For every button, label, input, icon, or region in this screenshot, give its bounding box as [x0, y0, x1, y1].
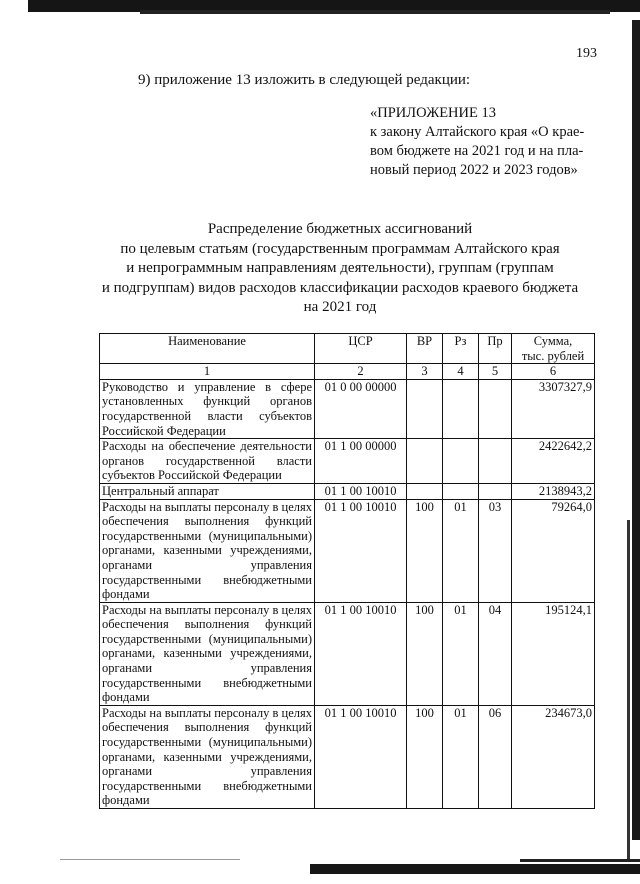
intro-line: 9) приложение 13 изложить в следующей редакции: [138, 72, 471, 88]
table-row [100, 379, 595, 438]
row-pr [479, 439, 512, 484]
row-vr [407, 439, 443, 484]
heading-line: Распределение бюджетных ассигнований [207, 221, 473, 237]
row-rz [443, 439, 479, 484]
row-csr: 01 0 00 00000 [315, 379, 407, 438]
row-amount: 3307327,9 [512, 379, 595, 438]
document-heading [95, 220, 585, 318]
scan-edge-bottom-shadow [520, 859, 640, 862]
table-header-row [100, 334, 595, 364]
index-cell: 1 [100, 364, 315, 380]
header-rz: Рз [443, 334, 479, 364]
row-pr [479, 379, 512, 438]
table-row [100, 439, 595, 484]
scan-edge-right-shadow [627, 520, 630, 860]
row-pr: 04 [479, 602, 512, 705]
row-vr: 100 [407, 499, 443, 602]
column-index-row [100, 364, 595, 380]
row-amount: 195124,1 [512, 602, 595, 705]
page-number: 193 [576, 46, 597, 61]
row-name: Расходы на выплаты персоналу в целях обеспечения выполнения функций государственными (муниципальными) органами, казенными учреждениями, органами управления государственными внебюджетными фондами [100, 705, 315, 808]
row-pr: 03 [479, 499, 512, 602]
row-vr: 100 [407, 705, 443, 808]
row-csr: 01 1 00 10010 [315, 705, 407, 808]
row-name: Расходы на выплаты персоналу в целях обеспечения выполнения функций государственными (муниципальными) органами, казенными учреждениями, органами управления государственными внебюджетными фондами [100, 499, 315, 602]
scan-edge-bottom-line [60, 859, 240, 860]
row-csr: 01 1 00 00000 [315, 439, 407, 484]
index-cell: 3 [407, 364, 443, 380]
row-pr [479, 483, 512, 499]
scan-edge-top-shadow [140, 10, 610, 14]
header-vr: ВР [407, 334, 443, 364]
row-name: Расходы на обеспечение деятельности органов государственной власти субъектов Российской Федерации [100, 439, 315, 484]
scan-edge-bottom [310, 864, 640, 874]
header-amount-line2: тыс. рублей [521, 348, 585, 363]
header-amount-line1: Сумма, [533, 334, 573, 348]
row-amount: 79264,0 [512, 499, 595, 602]
heading-line: на 2021 год [303, 299, 377, 315]
table-row [100, 705, 595, 808]
row-name: Центральный аппарат [100, 483, 315, 499]
row-name: Расходы на выплаты персоналу в целях обеспечения выполнения функций государственными (муниципальными) органами, казенными учреждениями, органами управления государственными внебюджетными фондами [100, 602, 315, 705]
row-rz [443, 483, 479, 499]
heading-line: и подгруппам) видов расходов классификации расходов краевого бюджета [101, 279, 579, 296]
index-cell: 4 [443, 364, 479, 380]
appendix-line: «ПРИЛОЖЕНИЕ 13 [370, 105, 496, 121]
header-name: Наименование [100, 334, 315, 364]
row-csr: 01 1 00 10010 [315, 602, 407, 705]
row-rz: 01 [443, 705, 479, 808]
appendix-line: новый период 2022 и 2023 годов» [370, 162, 578, 178]
row-name: Руководство и управление в сфере установленных функций органов государственной власти субъектов Российской Федерации [100, 379, 315, 438]
index-cell: 2 [315, 364, 407, 380]
row-amount: 234673,0 [512, 705, 595, 808]
row-rz: 01 [443, 602, 479, 705]
table-row [100, 499, 595, 602]
heading-line: и непрограммным направлениям деятельности), группам (группам [126, 260, 554, 276]
budget-allocation-table [99, 333, 595, 809]
scan-edge-right [632, 20, 640, 840]
row-amount: 2138943,2 [512, 483, 595, 499]
row-amount: 2422642,2 [512, 439, 595, 484]
appendix-block [370, 104, 602, 180]
header-amount [512, 334, 595, 364]
appendix-line: вом бюджете на 2021 год и на пла- [370, 143, 584, 159]
index-cell: 6 [512, 364, 595, 380]
row-vr: 100 [407, 602, 443, 705]
heading-line: по целевым статьям (государственным программам Алтайского края [120, 240, 560, 257]
index-cell: 5 [479, 364, 512, 380]
row-csr: 01 1 00 10010 [315, 499, 407, 602]
table-row [100, 483, 595, 499]
table-row [100, 602, 595, 705]
appendix-line: к закону Алтайского края «О крае- [370, 124, 585, 140]
row-rz [443, 379, 479, 438]
row-vr [407, 379, 443, 438]
row-csr: 01 1 00 10010 [315, 483, 407, 499]
row-vr [407, 483, 443, 499]
row-pr: 06 [479, 705, 512, 808]
row-rz: 01 [443, 499, 479, 602]
header-pr: Пр [479, 334, 512, 364]
header-csr: ЦСР [315, 334, 407, 364]
